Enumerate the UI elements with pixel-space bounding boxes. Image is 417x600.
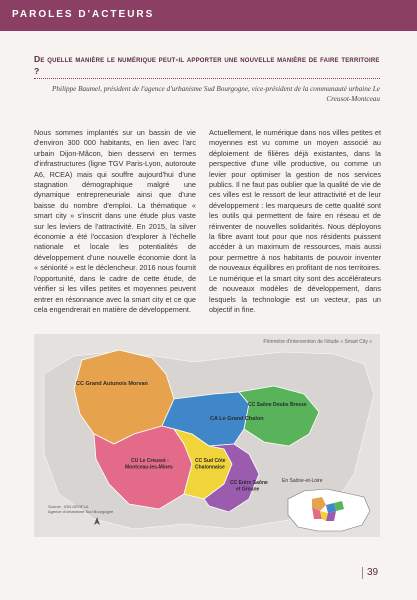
section-title: PAROLES D'ACTEURS (12, 9, 155, 20)
map-source: Source : IGN GEOFLA Agence d'urbanisme Sud Bourgogne (48, 504, 114, 514)
label-grosne-line2: et Grosne (236, 486, 260, 493)
body-column-right: Actuellement, le numérique dans nos villes petites et moyennes est vu comme un moyen associé au déploiement de filières déjà existantes, dans la perspective d'une ville productive, ou comme un levier pour optimiser la gestion de nos services publics. Il ne faut pas oublier que la qualité de vie de ces villes est le ressort de leur attractivité et de leur développement : les marqueurs de cette qualité sont les outils qui permettent de faire en réseau et de réinventer de nouvelles solidarités. Nous déployons la fibre avant tout pour que nos résidents puissent accéder à un maximum de ressources, mais aussi pour permettre à nos habitants de pouvoir inventer de nouveaux équilibres en profitant de nos territoires. Le numérique et la smart city sont des accélérateurs de nouveaux modèles de développement, dans lesquels la technologie est un vecteur, pas un objectif in fine. (209, 128, 381, 314)
inset-map (282, 478, 376, 534)
label-creusot-line1: CU Le Creusot - (131, 458, 169, 464)
label-creusot-line2: Montceau-les-Mines (125, 464, 173, 471)
label-cote-line2: Chalonnaise (195, 464, 225, 471)
author-credit: Philippe Baumel, président de l'agence d'urbanisme Sud Bourgogne, vice-président de la communauté urbaine Le Creusot-Montceau (52, 85, 380, 103)
label-bresse: CC Saône Doubs Bresse (248, 402, 307, 408)
label-chalon: CA Le Grand Chalon (210, 416, 264, 422)
label-creusot (125, 458, 173, 471)
body-column-left: Nous sommes implantés sur un bassin de vie d'environ 300 000 habitants, en lien avec l'arc urbain Dijon-Mâcon, bien desservi en termes d'infrastructures (ligne TGV Paris-Lyon, autoroute A6, RCEA) mais qui souffre aujourd'hui d'une stagnation démographique malgré une dynamique entrepreneuriale ainsi que d'une baisse du nombre d'emploi. La thématique « smart city » s'inscrit dans une étude plus vaste sur les leviers de l'attractivité. En 2015, la silver économie a été l'occasion d'explorer à l'échelle nationale et locale les potentialités de développement d'une nouvelle économie dont la « séniorité » est le déclencheur. 2016 nous fournit l'opportunité, dans le cadre de cette étude, de vérifier si les villes petites et moyennes peuvent entrer en résonnance avec la smart city et ce que cela engendrerait en matière de développement. (34, 128, 196, 314)
territory-map (34, 334, 380, 537)
inset-svg (282, 485, 376, 535)
label-cote (195, 458, 227, 471)
label-cote-line1: CC Sud Côte (195, 458, 226, 464)
map-caption: Périmètre d'intervention de l'étude « Smart City » (263, 339, 372, 345)
interview-question: De quelle manière le numérique peut-il apporter une nouvelle manière de faire territoire ? (34, 54, 380, 76)
page-number-separator (362, 567, 363, 579)
inset-title: En Saône-et-Loire (282, 478, 323, 484)
dotted-divider (34, 78, 380, 79)
label-morvan: CC Grand Autunois Morvan (76, 381, 148, 387)
page-number: 39 (367, 567, 379, 578)
label-grosne-line1: CC Entre Saône (230, 480, 268, 486)
